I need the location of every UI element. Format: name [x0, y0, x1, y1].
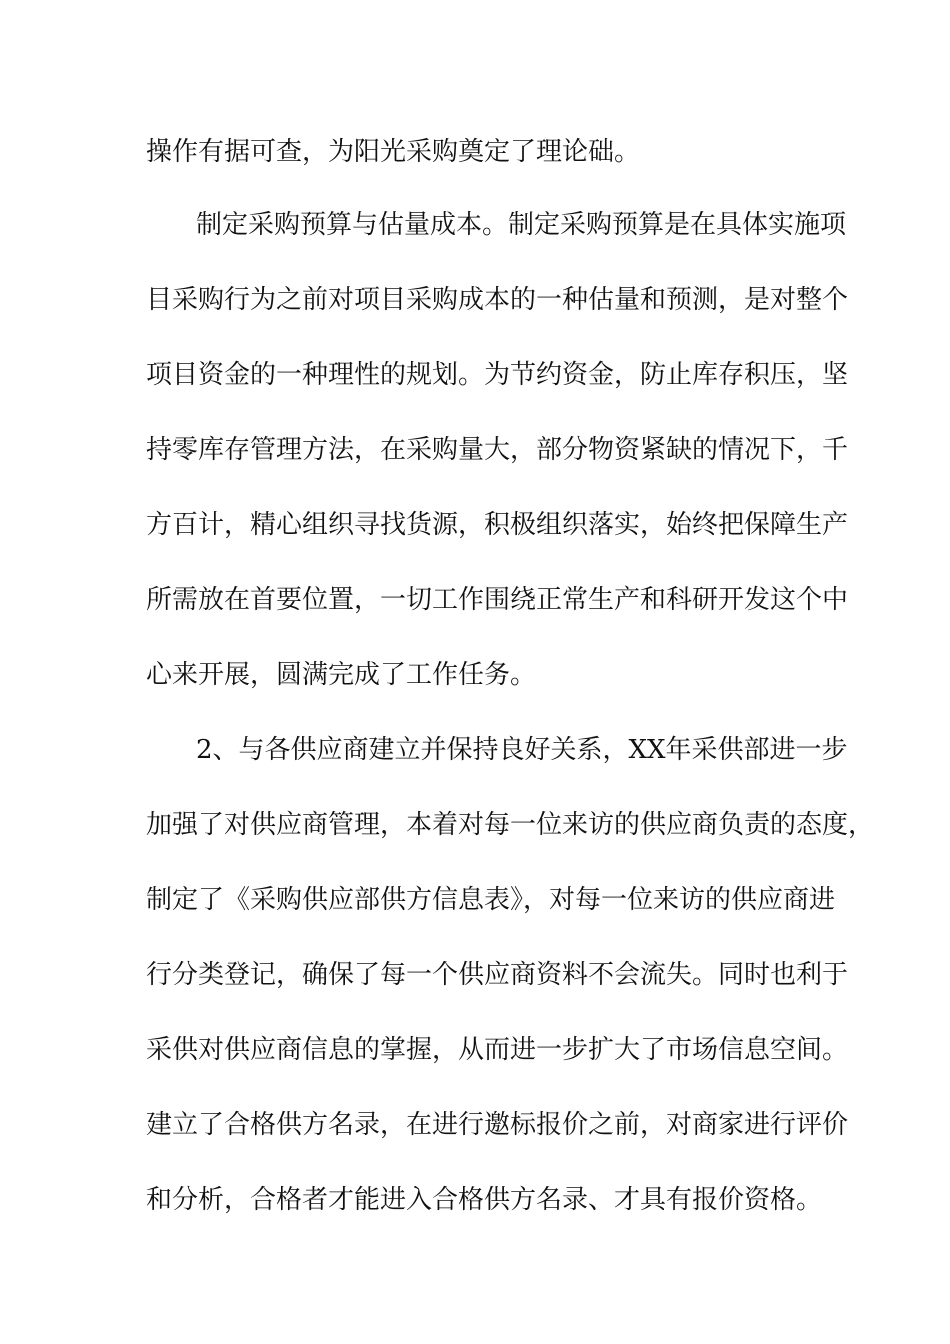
text-line: 行分类登记，确保了每一个供应商资料不会流失。同时也利于 — [146, 960, 849, 990]
text-line: 2、与各供应商建立并保持良好关系，XX年采供部进一步 — [196, 735, 848, 765]
text-line: 操作有据可查，为阳光采购奠定了理论础。 — [146, 137, 641, 167]
text-line: 项目资金的一种理性的规划。为节约资金，防止库存积压，坚 — [146, 360, 849, 390]
text-line: 心来开展，圆满完成了工作任务。 — [146, 660, 537, 690]
text-line: 制定采购预算与估量成本。制定采购预算是在具体实施项 — [196, 210, 847, 240]
text-line: 加强了对供应商管理，本着对每一位来访的供应商负责的态度， — [146, 810, 875, 840]
text-line: 目采购行为之前对项目采购成本的一种估量和预测，是对整个 — [146, 285, 849, 315]
text-line: 方百计，精心组织寻找货源，积极组织落实，始终把保障生产 — [146, 510, 849, 540]
text-line: 制定了《采购供应部供方信息表》，对每一位来访的供应商进 — [146, 885, 836, 915]
text-line: 所需放在首要位置，一切工作围绕正常生产和科研开发这个中 — [146, 585, 849, 615]
text-line: 建立了合格供方名录，在进行邀标报价之前，对商家进行评价 — [146, 1110, 849, 1140]
text-line: 和分析，合格者才能进入合格供方名录、才具有报价资格。 — [146, 1185, 823, 1215]
text-line: 持零库存管理方法，在采购量大，部分物资紧缺的情况下，千 — [146, 435, 849, 465]
text-line: 采供对供应商信息的掌握，从而进一步扩大了市场信息空间。 — [146, 1035, 849, 1065]
